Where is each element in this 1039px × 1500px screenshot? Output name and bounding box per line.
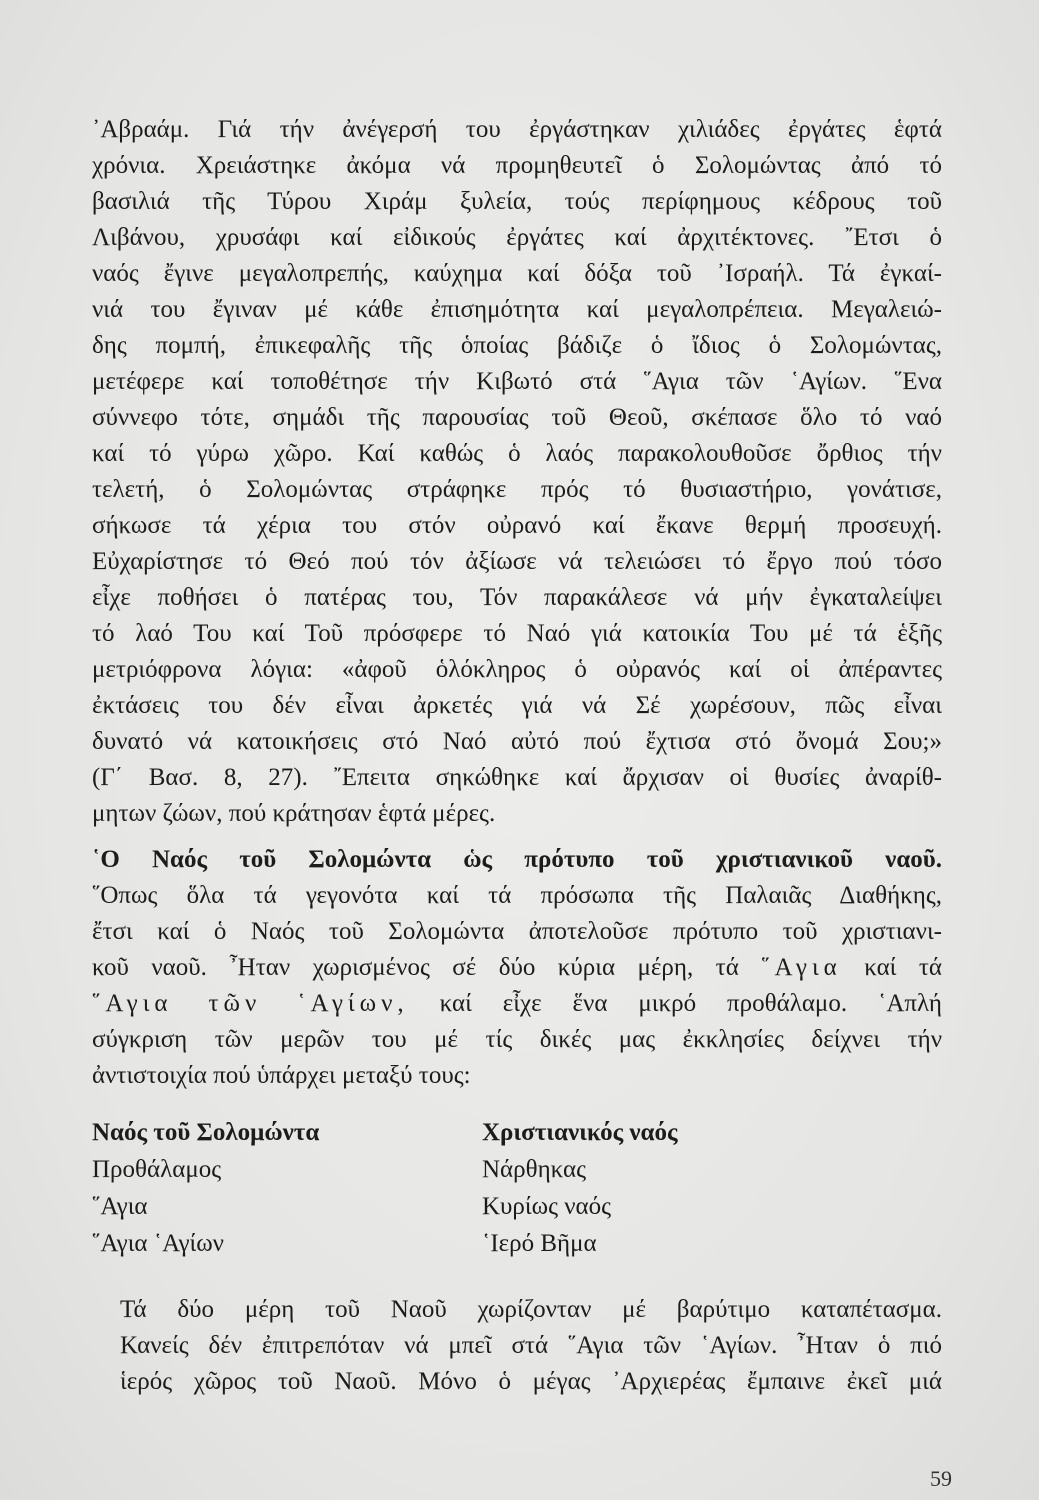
text-line: μετριόφρονα λόγια: «ἀφοῦ ὁλόκληρος ὁ οὐρανός καί οἱ ἀπέραντες bbox=[92, 656, 942, 683]
text-line: τελετή, ὁ Σολομώντας στράφηκε πρός τό θυσιαστήριο, γονάτισε, bbox=[92, 476, 942, 503]
section-temple-prototype bbox=[92, 842, 942, 1094]
text-line: Τά δύο μέρη τοῦ Ναοῦ χωρίζονταν μέ βαρύτιμο καταπέτασμα. bbox=[120, 1296, 942, 1323]
text-line: ἐκτάσεις του δέν εἶναι ἀρκετές γιά νά Σέ χωρέσουν, πῶς εἶναι bbox=[92, 692, 942, 719]
table-cell: Προθάλαμος bbox=[92, 1156, 222, 1183]
comparison-table bbox=[92, 1114, 942, 1264]
text-line: ἱερός χῶρος τοῦ Ναοῦ. Μόνο ὁ μέγας ᾿Αρχιερέας ἔμπαινε ἐκεῖ μιά bbox=[120, 1368, 942, 1395]
spaced-term-agia-ton-agion: ῞Αγια τῶν ῾Αγίων, bbox=[92, 990, 409, 1017]
spaced-term-agia: ῞Αγια bbox=[761, 954, 842, 981]
text-line: βασιλιά τῆς Τύρου Χιράμ ξυλεία, τούς περίφημους κέδρους τοῦ bbox=[92, 188, 942, 215]
text-line: ᾿Αβραάμ. Γιά τήν ἀνέγερσή του ἐργάστηκαν χιλιάδες ἐργάτες ἑφτά bbox=[92, 116, 942, 143]
text-line: μητων ζώων, πού κράτησαν ἑφτά μέρες. bbox=[92, 800, 496, 827]
text-line: τό λαό Του καί Τοῦ πρόσφερε τό Ναό γιά κατοικία Του μέ τά ἑξῆς bbox=[92, 620, 942, 647]
text-line: δης πομπή, ἐπικεφαλῆς τῆς ὁποίας βάδιζε ὁ ἴδιος ὁ Σολομώντας, bbox=[92, 332, 942, 359]
text-line: σήκωσε τά χέρια του στόν οὐρανό καί ἔκανε θερμή προσευχή. bbox=[92, 512, 942, 539]
text-line: ἔτσι καί ὁ Ναός τοῦ Σολομώντα ἀποτελοῦσε πρότυπο τοῦ χριστιανι- bbox=[92, 918, 942, 945]
text-run: καί εἶχε ἕνα μικρό προθάλαμο. ῾Απλή bbox=[408, 990, 942, 1017]
text-run: κοῦ ναοῦ. ῏Ηταν χωρισμένος σέ δύο κύρια μέρη, τά bbox=[92, 954, 762, 981]
text-line: Εὐχαρίστησε τό Θεό πού τόν ἀξίωσε νά τελειώσει τό ἔργο πού τόσο bbox=[92, 548, 942, 575]
table-cell: Κυρίως ναός bbox=[482, 1193, 612, 1220]
column-header: Ναός τοῦ Σολομώντα bbox=[92, 1119, 320, 1146]
text-line: ναός ἔγινε μεγαλοπρεπής, καύχημα καί δόξα τοῦ ᾿Ισραήλ. Τά ἐγκαί- bbox=[92, 260, 942, 287]
text-line: ῞Οπως ὅλα τά γεγονότα καί τά πρόσωπα τῆς Παλαιᾶς Διαθήκης, bbox=[92, 882, 942, 909]
page-number: 59 bbox=[930, 1466, 952, 1491]
text-line: ἀντιστοιχία πού ὑπάρχει μεταξύ τους: bbox=[92, 1062, 471, 1089]
text-line: Λιβάνου, χρυσάφι καί εἰδικούς ἐργάτες καί ἀρχιτέκτονες. ῎Ετσι ὁ bbox=[92, 224, 942, 251]
text-line bbox=[92, 950, 942, 986]
paragraph-1 bbox=[92, 112, 942, 832]
table-cell: Νάρθηκας bbox=[482, 1156, 587, 1183]
paragraph-2 bbox=[92, 1292, 942, 1400]
text-line: Κανείς δέν ἐπιτρεπόταν νά μπεῖ στά ῞Αγια τῶν ῾Αγίων. ῏Ηταν ὁ πιό bbox=[120, 1332, 942, 1359]
comparison-column-solomon bbox=[92, 1114, 319, 1262]
column-header: Χριστιανικός ναός bbox=[482, 1119, 678, 1146]
text-line: σύγκριση τῶν μερῶν του μέ τίς δικές μας ἐκκλησίες δείχνει τήν bbox=[92, 1026, 942, 1053]
table-cell: ῞Αγια bbox=[92, 1193, 148, 1220]
text-line: μετέφερε καί τοποθέτησε τήν Κιβωτό στά ῞Αγια τῶν ῾Αγίων. ῞Ενα bbox=[92, 368, 942, 395]
text-line: χρόνια. Χρειάστηκε ἀκόμα νά προμηθευτεῖ ὁ Σολομώντας ἀπό τό bbox=[92, 152, 942, 179]
text-line: (Γ΄ Βασ. 8, 27). ῎Επειτα σηκώθηκε καί ἄρχισαν οἱ θυσίες ἀναρίθ- bbox=[92, 764, 942, 791]
table-cell: ῾Ιερό Βῆμα bbox=[482, 1230, 597, 1257]
text-line bbox=[92, 986, 942, 1022]
comparison-column-christian bbox=[482, 1114, 678, 1262]
section-heading: ῾Ο Ναός τοῦ Σολομώντα ὡς πρότυπο τοῦ χριστιανικοῦ ναοῦ. bbox=[92, 846, 942, 873]
text-line: σύννεφο τότε, σημάδι τῆς παρουσίας τοῦ Θεοῦ, σκέπασε ὅλο τό ναό bbox=[92, 404, 942, 431]
text-line: καί τό γύρω χῶρο. Καί καθώς ὁ λαός παρακολουθοῦσε ὄρθιος τήν bbox=[92, 440, 942, 467]
table-cell: ῞Αγια ῾Αγίων bbox=[92, 1230, 224, 1257]
text-line: νιά του ἔγιναν μέ κάθε ἐπισημότητα καί μεγαλοπρέπεια. Μεγαλειώ- bbox=[92, 296, 942, 323]
text-column bbox=[92, 112, 942, 1400]
text-line: εἶχε ποθήσει ὁ πατέρας του, Τόν παρακάλεσε νά μήν ἐγκαταλείψει bbox=[92, 584, 942, 611]
text-run: καί τά bbox=[841, 954, 942, 981]
text-line: δυνατό νά κατοικήσεις στό Ναό αὐτό πού ἔχτισα στό ὄνομά Σου;» bbox=[92, 728, 942, 755]
